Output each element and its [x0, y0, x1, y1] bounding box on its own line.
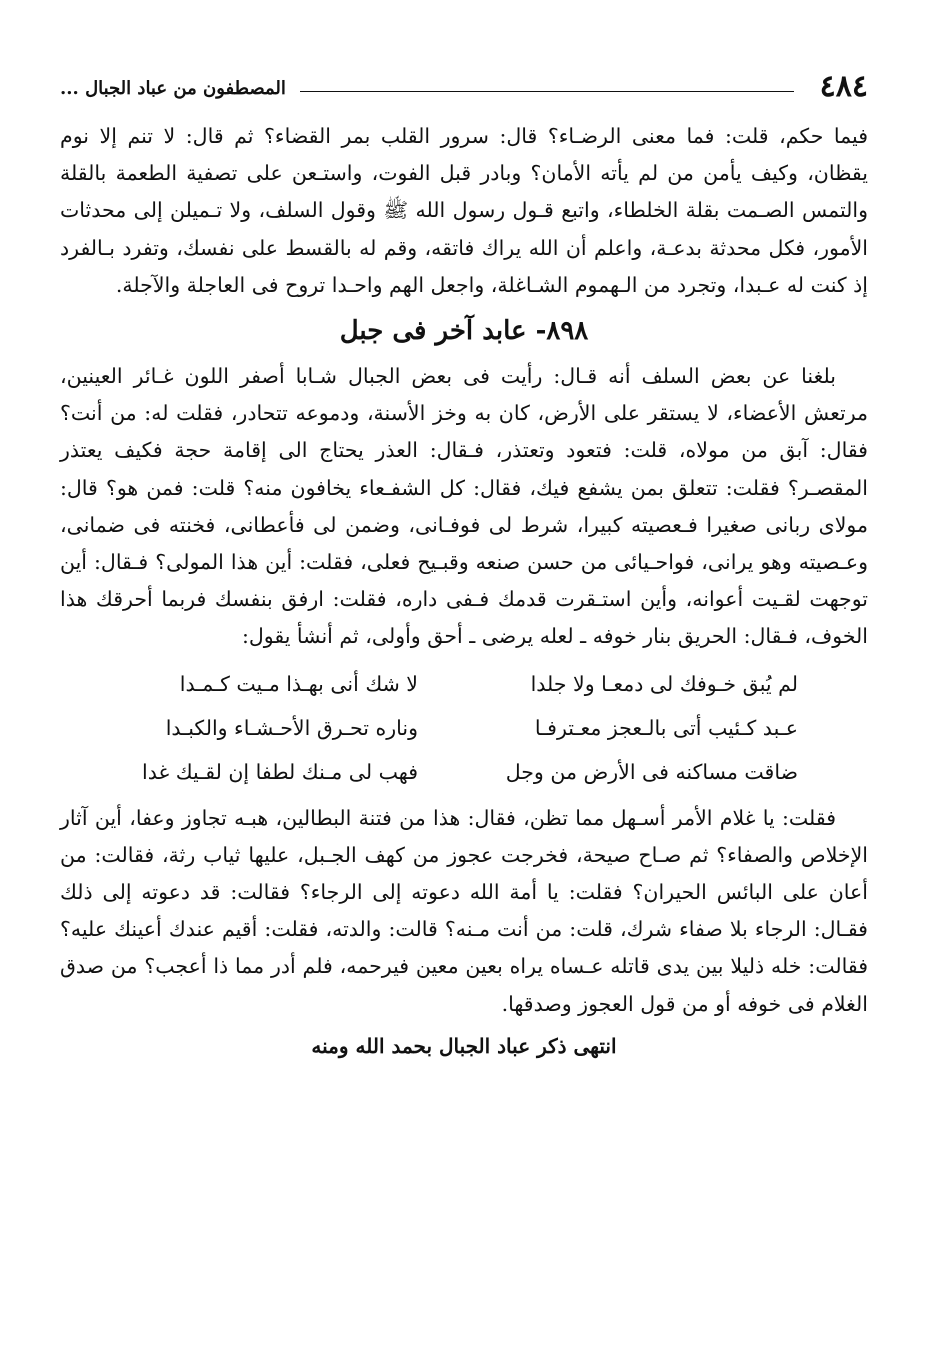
- header-rule: [300, 91, 794, 92]
- final-paragraph: [60, 800, 868, 1023]
- text-line: العاجلة والآجلة.: [115, 272, 246, 297]
- text-line: أدر مما ذا أعجب؟ من صدق الغلام فى خوفه أو من قول العجوز وصدقها.: [60, 954, 868, 1016]
- verse-second-hemistich: وناره تحـرق الأحـشـاء والكبـدا: [165, 715, 418, 740]
- text-line: فقلت: يا غلام الأمر أسـهل مما تظن، فقال: هذا من فتنة البطالين، هبـه تجاوز وعفا،: [129, 805, 836, 830]
- verse-second-hemistich: لا شك أنى بهـذا مـيت كـمـدا: [179, 671, 418, 696]
- poem-verse: [60, 750, 868, 794]
- text-line: فيما حكم، قلت: فما معنى الرضـاء؟ قال: سرور القلب بمر القضاء؟ ثم قال: لا تنم إلا نوم: [60, 124, 868, 148]
- running-title: المصطفون من عباد الجبال ...: [60, 78, 286, 99]
- page-header: [60, 62, 868, 104]
- verse-first-hemistich: لم يُبق خـوفك لى دمعـا ولا جلدا: [530, 671, 798, 696]
- verse-first-hemistich: ضاقت مساكنه فى الأرض من وجل: [505, 759, 798, 784]
- poem: [60, 662, 868, 794]
- text-line: وتفرد بـالفرد إذ كنت له عـبدا، وتجرد من الـهموم الشـاغلة، واجعل الهم واحـدا تروح فى: [60, 235, 868, 297]
- text-line: هو؟ قال: مولاى ربانى صغيرا فـعصيته كبيرا، شرط لى فوفـانى، وضمن لى فأعطانى، فخنته: [60, 475, 868, 537]
- closing-line: انتهى ذكر عباد الجبال بحمد الله ومنه: [311, 1033, 617, 1058]
- text-line: مرتعش الأعضاء، لا يستقر على الأرض، كان به وخز الأسنة، ودموعه تتحادر، فقلت له: من: [110, 401, 868, 426]
- text-line: أين آثار الإخلاص والصفاء؟ ثم صـاح صيحة، فخرجت عجوز من كهف الجـبل، عليها ثياب: [60, 805, 868, 867]
- text-line: المولى؟ فـقال: أين توجهت لقـيت أعوانه، وأين استـقرت قدمك فـفى داره، فقلت: ارفق: [60, 550, 868, 612]
- text-line: فى ضمانى، وعـصيته وهو يرانى، فواحـيائى من حسن صنعه وقبـيح فعلى، فقلت: أين هذا: [60, 512, 868, 575]
- page-number: ٤٨٤: [819, 69, 868, 104]
- verse-first-hemistich: عـبد كـئيب أتى بالـعجز معـترفـا: [534, 715, 798, 740]
- text-line: دعوته إلى ذلك فقـال: الرجاء بلا صفاء شرك، قلت: من أنت مـنه؟ قالت: والدته، فقلت:: [60, 880, 868, 942]
- intro-paragraph: [60, 118, 868, 304]
- text-line: بنفسك فربما أحرقك هذا الخوف، فـقال: الحريق بنار خوفه ـ لعله يرضى ـ أحق وأولى، ثم: [60, 587, 868, 649]
- text-line: يقظان، وكيف يأمن من لم يأته الأمان؟ وبادر قبل الفوت، واستـعن على تصفية الطعمة بالقلة: [60, 161, 868, 186]
- text-line: يعتذر المقصـر؟ فقلت: تتعلق بمن يشفع فيك، فقال: كل الشفـعاء يخافون منه؟ قلت: فمن: [60, 438, 868, 500]
- story-paragraph: [60, 358, 868, 656]
- text-line: أقيم عندك أعينك عليه؟ فقالت: خله ذليلا بين يدى قاتله عـساه يراه بعين معين فيرحمه، فلم: [60, 917, 868, 979]
- text-line: أنشأ يقول:: [241, 624, 333, 649]
- poem-verse: [60, 706, 868, 750]
- text-line: رثة، فقالت: من أعان على البائس الحيران؟ فقلت: يا أمة الله دعوته إلى الرجاء؟ فقالت: قد: [60, 842, 868, 905]
- section-title: ٨٩٨- عابد آخر فى جبل: [339, 316, 589, 347]
- text-line: محدثات الأمور، فكل محدثة بدعـة، واعلم أن الله يراك فاتقه، وقم له بالقسط على نفسك،: [60, 198, 868, 260]
- poem-verse: [60, 662, 868, 706]
- verse-second-hemistich: فهب لى مـنك لطفا إن لقـيك غدا: [142, 759, 418, 784]
- book-page: [60, 62, 868, 1067]
- text-line: أنت؟ فقال: آبق من مولاه، قلت: فتعود وتعتذر، فـقال: العذر يحتاج الى إقامة حجة فكيف: [60, 401, 868, 463]
- text-line: والتمس الصـمت بقلة الخلطاء، واتبع قـول رسول الله ﷺ وقول السلف، ولا تـميلن إلى: [133, 198, 868, 223]
- text-line: بلغنا عن بعض السلف أنه قـال: رأيت فى بعض الجبال شـابا أصفر اللون غـائر العينين،: [60, 364, 836, 389]
